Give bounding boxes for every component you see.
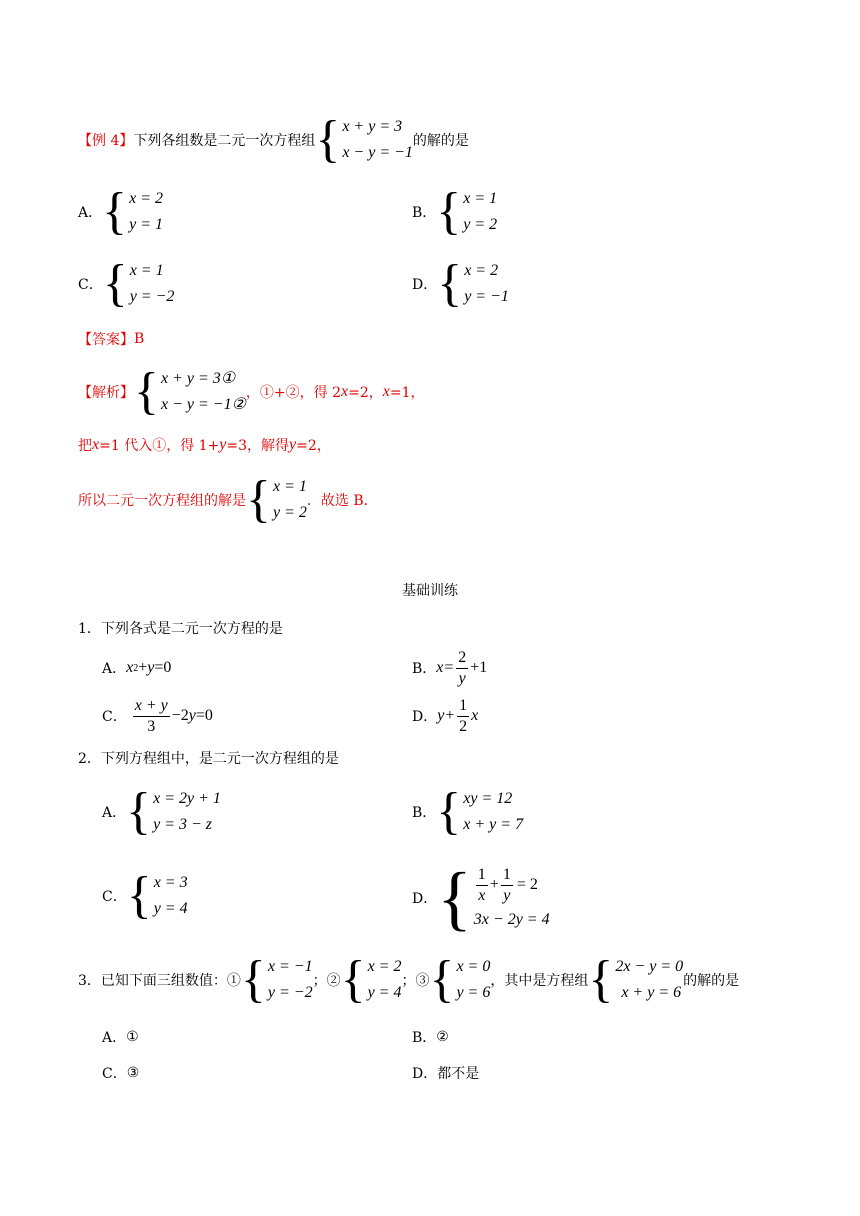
- option-system: [437, 255, 509, 312]
- solution-line-2: y = 2: [272, 504, 307, 521]
- system-line-1: 2x − y = 0: [615, 958, 684, 975]
- option-line-2: y = −2: [129, 288, 175, 305]
- value-line-1: x = −1: [267, 958, 313, 975]
- answer: [78, 328, 144, 350]
- option-system: [436, 183, 498, 240]
- value-line-1: x = 2: [367, 958, 402, 975]
- analysis-label: 【解析】: [78, 385, 134, 401]
- example-system-line-1: x + y = 3: [342, 118, 403, 135]
- q3-option-a: [102, 1026, 139, 1048]
- option-label: A．: [102, 661, 127, 677]
- option-label: B．: [412, 1030, 437, 1046]
- fraction-numerator: 1: [501, 865, 513, 886]
- example-option-c: [78, 256, 174, 312]
- analysis-text: =1，: [389, 385, 425, 401]
- example-option-b: [412, 184, 497, 240]
- fraction: [457, 696, 469, 737]
- fraction: [456, 648, 468, 689]
- option-system: [126, 783, 221, 840]
- analysis-system-line-2: x − y = −1②: [160, 396, 246, 413]
- brace-icon: {: [429, 951, 455, 1008]
- system-line-2: x + y = 6: [621, 984, 682, 1001]
- option-label: D．: [412, 277, 438, 293]
- option-label: B．: [412, 205, 437, 221]
- analysis-text: =1 代入①，得 1+: [99, 438, 220, 454]
- fraction-numerator: 1: [457, 696, 469, 717]
- question-3: [78, 952, 739, 1008]
- brace-icon: {: [340, 951, 366, 1008]
- option-line-2: y = 3 − z: [153, 816, 213, 833]
- option-line-1: xy = 12: [463, 790, 513, 807]
- brace-icon: {: [134, 363, 159, 420]
- fraction-denominator: 2: [459, 717, 468, 735]
- brace-icon: {: [436, 183, 462, 240]
- example-option-d: [412, 256, 509, 312]
- analysis-line-2: [78, 434, 331, 456]
- math-expr: y+: [437, 707, 456, 724]
- math-expr: +1: [470, 659, 488, 676]
- analysis-line-3: [78, 472, 378, 528]
- option-line-1: x = 1: [129, 262, 164, 279]
- option-system: [437, 858, 550, 938]
- option-label: D．: [412, 1066, 438, 1082]
- analysis-text: =2，: [296, 438, 331, 454]
- option-value: ②: [436, 1029, 449, 1045]
- example-option-a: [78, 184, 163, 240]
- example-question: [78, 112, 469, 168]
- option-label: A．: [102, 1030, 127, 1046]
- option-system: [126, 867, 188, 924]
- brace-icon: {: [437, 858, 472, 938]
- math-op: =0: [195, 707, 213, 724]
- example-question-end: 的解的是: [412, 133, 469, 149]
- option-label: D．: [412, 709, 438, 725]
- example-system-line-2: x − y = −1: [342, 144, 413, 161]
- option-line-1: x = 2y + 1: [153, 790, 221, 807]
- section-title: 基础训练: [402, 583, 458, 599]
- value-line-2: y = 6: [456, 984, 491, 1001]
- brace-icon: {: [126, 867, 152, 924]
- analysis-var: x: [382, 383, 390, 400]
- brace-icon: {: [588, 951, 614, 1008]
- analysis-text: ．故选 B．: [306, 493, 378, 509]
- option-value: ①: [126, 1029, 139, 1045]
- value-set-3: [429, 951, 491, 1008]
- answer-value: B: [134, 331, 145, 347]
- question-text: ；②: [312, 973, 341, 989]
- option-line-2: 3x − 2y = 4: [473, 911, 550, 928]
- option-label: C．: [102, 1066, 127, 1082]
- example-label: 【例 4】: [78, 133, 134, 149]
- analysis-system-line-1: x + y = 3①: [160, 370, 236, 387]
- brace-icon: {: [126, 783, 152, 840]
- option-line-2: y = 1: [129, 216, 163, 233]
- math-op: −2: [171, 707, 189, 724]
- fraction: [476, 865, 488, 906]
- fraction-denominator: y: [503, 886, 511, 904]
- value-line-2: y = 4: [367, 984, 402, 1001]
- option-value: ③: [126, 1065, 140, 1081]
- option-line-1: x = 3: [153, 874, 188, 891]
- math-sup: 2: [133, 662, 139, 674]
- math-var: x: [126, 659, 134, 676]
- answer-label: 【答案】: [78, 332, 134, 348]
- brace-icon: {: [102, 255, 128, 312]
- solution-line-1: x = 1: [272, 478, 307, 495]
- value-set-2: [340, 951, 402, 1008]
- analysis-text: =2，: [348, 385, 383, 401]
- math-var: y: [188, 707, 196, 724]
- option-label: D．: [412, 891, 438, 907]
- fraction-denominator: 3: [147, 717, 156, 735]
- analysis-solution-system: [246, 471, 307, 528]
- question-1: 1．下列各式是二元一次方程的是: [78, 621, 283, 637]
- option-label: B．: [412, 661, 437, 677]
- analysis-text: =3，解得: [226, 438, 290, 454]
- analysis-var: y: [289, 436, 297, 453]
- option-line-1: x = 2: [464, 262, 499, 279]
- option-value: 都不是: [437, 1066, 480, 1082]
- math-op: +: [138, 659, 148, 676]
- fraction: [133, 696, 170, 737]
- q2-option-a: [102, 784, 221, 840]
- fraction-numerator: 1: [476, 865, 488, 886]
- brace-icon: {: [240, 951, 266, 1008]
- math-var: x: [471, 707, 479, 724]
- math-op: =0: [154, 659, 172, 676]
- question-2: 2．下列方程组中，是二元一次方程组的是: [78, 751, 339, 767]
- option-line-1: x = 1: [463, 190, 498, 207]
- q3-option-b: [412, 1026, 449, 1048]
- brace-icon: {: [436, 783, 462, 840]
- question-text: ；③: [401, 973, 430, 989]
- example-system: [315, 111, 413, 168]
- q3-option-c: [102, 1062, 139, 1084]
- option-line-2: y = −1: [464, 288, 509, 305]
- option-label: C．: [78, 277, 103, 293]
- option-system: [102, 183, 163, 240]
- value-line-2: y = −2: [267, 984, 313, 1001]
- question-text: 3．已知下面三组数值：①: [78, 973, 241, 989]
- brace-icon: {: [246, 471, 271, 528]
- q1-option-b: [412, 646, 487, 690]
- option-label: C．: [102, 709, 127, 725]
- brace-icon: {: [437, 255, 463, 312]
- analysis-var: x: [341, 383, 349, 400]
- question-text: 的解的是: [683, 973, 740, 989]
- fraction-numerator: x + y: [133, 696, 170, 717]
- question-text: ，其中是方程组: [490, 973, 589, 989]
- fraction: [501, 865, 513, 906]
- q2-option-c: [102, 868, 188, 924]
- q2-option-b: [412, 784, 523, 840]
- example-question-text: 下列各组数是二元一次方程组: [133, 133, 316, 149]
- option-line-2: x + y = 7: [463, 816, 524, 833]
- value-line-1: x = 0: [456, 958, 491, 975]
- analysis-text: 所以二元一次方程组的解是: [78, 493, 246, 509]
- option-label: C．: [102, 889, 127, 905]
- math-op: +: [489, 876, 499, 893]
- q1-option-d: [412, 694, 478, 738]
- q3-option-d: [412, 1062, 479, 1084]
- math-expr: = 2: [516, 876, 538, 893]
- option-label: A．: [102, 805, 127, 821]
- option-label: B．: [412, 805, 437, 821]
- fraction-denominator: x: [478, 886, 486, 904]
- analysis-text: ，①+②，得 2: [245, 385, 341, 401]
- math-var: y: [147, 659, 155, 676]
- brace-icon: {: [102, 183, 128, 240]
- target-system: [588, 951, 684, 1008]
- option-line-2: y = 4: [153, 900, 188, 917]
- analysis-var: y: [219, 436, 227, 453]
- value-set-1: [240, 951, 313, 1008]
- option-system: [436, 783, 524, 840]
- analysis-text: 把: [78, 438, 92, 454]
- q1-option-a: [102, 656, 171, 680]
- brace-icon: {: [315, 111, 341, 168]
- analysis-var: x: [92, 436, 100, 453]
- q1-option-c: [102, 694, 213, 738]
- fraction-numerator: 2: [456, 648, 468, 669]
- q2-option-d: [412, 860, 550, 936]
- option-system: [102, 255, 175, 312]
- option-line-2: y = 2: [463, 216, 498, 233]
- analysis-system: [134, 363, 246, 420]
- option-label: A．: [78, 205, 103, 221]
- option-line-1: x = 2: [129, 190, 163, 207]
- fraction-denominator: y: [458, 669, 466, 687]
- math-expr: x=: [436, 659, 455, 676]
- analysis-line-1: [78, 364, 425, 420]
